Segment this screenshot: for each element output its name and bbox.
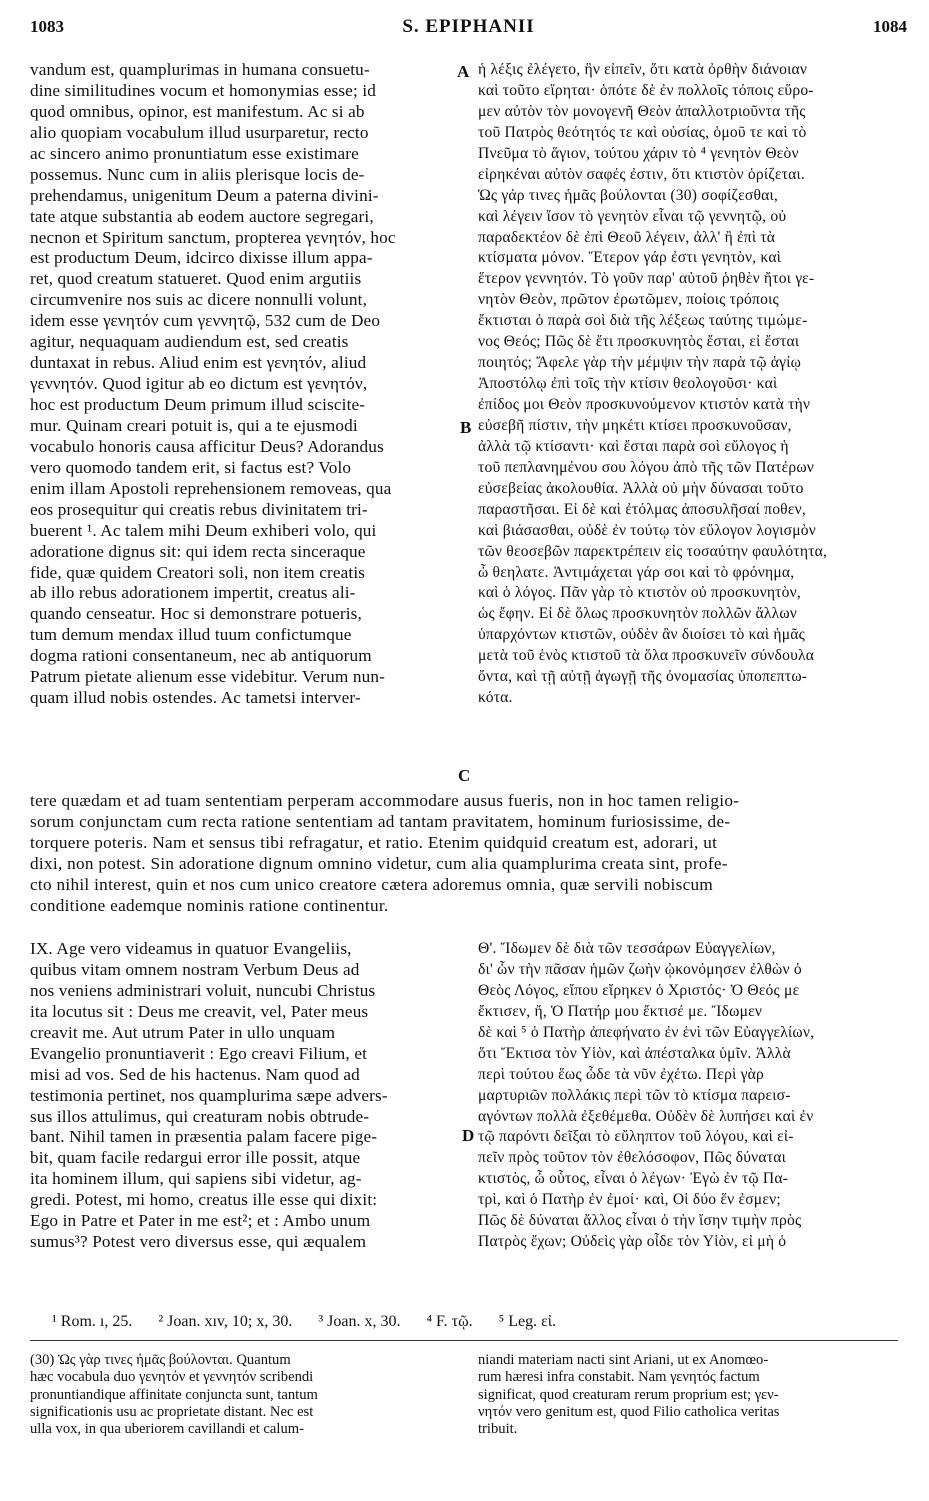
greek-line: καὶ βιάσασθαι, οὐδὲ ἐν τούτῳ τὸν εὔλογον λογισμὸν (478, 521, 817, 539)
note-line: (30) Ὡς γὰρ τινες ἡμᾶς βούλονται. Quantum (30, 1352, 291, 1368)
latin-line: tum demum mendax illud tuum confictumque (30, 625, 352, 645)
greek-line: περὶ τούτου ἕως ὧδε τὰ νῦν ἐχέτω. Περὶ γὰρ (478, 1065, 765, 1083)
margin-letter-a: A (457, 62, 470, 81)
greek-line: καὶ λέγειν ἴσον τὸ γενητὸν εἶναι τῷ γεννητῷ, οὐ (478, 207, 787, 225)
latin-line: ita hominem illum, qui sapiens sibi videtur, ag- (30, 1169, 362, 1189)
note-line: significat, quod creaturam rerum proprium est; γεν- (478, 1386, 779, 1403)
latin-line: IX. Age vero videamus in quatuor Evangeliis, (30, 939, 352, 958)
greek-column-top (478, 60, 906, 709)
latin-line: ret, quod creatum statueret. Quod enim argutiis (30, 269, 362, 289)
note-line: ulla vox, in qua uberiorem cavillandi et calum- (30, 1421, 304, 1438)
latin-line: alio quopiam vocabulum illud usurparetur, recto (30, 122, 369, 142)
latin-line: sorum conjunctam cum recta ratione sententiam ad tantam pravitatem, hominum furiosissime, de- (30, 812, 731, 831)
latin-line: sumus³? Potest vero diversus esse, qui æqualem (30, 1232, 367, 1252)
editor-note-left (30, 1352, 458, 1438)
latin-line: ita locutus sit : Deus me creavit, vel, Pater meus (30, 1001, 369, 1021)
greek-line: εἰρηκέναι αὐτὸν σαφές ἐστιν, ὅτι κτιστὸν ὁρίζεται. (478, 165, 805, 183)
latin-line: testimonia pertinet, nos quamplurima sæpe advers- (30, 1085, 388, 1105)
latin-line: necnon et Spiritum sanctum, propterea γενητόν, hoc (30, 227, 396, 247)
greek-line: Θεὸς Λόγος, εἴπου εἴρηκεν ὁ Χριστός· Ὁ Θεός με (478, 981, 800, 999)
greek-line: τῶν θεοσεβῶν παρεκτρέπειν εἰς τοσαύτην φαυλότητα, (478, 542, 828, 560)
note-line: niandi materiam nacti sint Ariani, ut ex Anomœo- (478, 1352, 769, 1368)
note-line: rum hæresi infra constabit. Nam γενητός factum (478, 1369, 760, 1386)
latin-line: dogma rationi consentaneum, nec ab antiquorum (30, 646, 372, 666)
greek-line: αγόντων πολλὰ ἐξεθέμεθα. Οὐδὲν δὲ λυπήσει καὶ ἐν (478, 1107, 814, 1125)
greek-line: δὲ καὶ ⁵ ὁ Πατὴρ ἀπεφήνατο ἐν ἑνὶ τῶν Εὐαγγελίων, (478, 1023, 815, 1041)
margin-letter-c: C (458, 766, 471, 785)
footnote-2: ² Joan. xıv, 10; x, 30. (158, 1313, 293, 1330)
latin-line: misi ad vos. Sed de his hactenus. Nam quod ad (30, 1064, 360, 1084)
latin-line: Patrum pietate alienum esse videbitur. Verum nun- (30, 667, 385, 687)
latin-column-top (30, 60, 458, 709)
greek-line: τῷ παρόντι δεῖξαι τὸ εὔληπτον τοῦ λόγου, καὶ εἰ- (478, 1128, 794, 1146)
right-page-number: 1084 (872, 17, 907, 36)
latin-line: buerent ¹. Ac talem mihi Deum exhiberi volo, qui (30, 520, 377, 540)
latin-line: vocabulo honoris causa afficitur Deus? Adorandus (30, 436, 384, 456)
latin-line: est productum Deum, idcirco dixisse illum appa- (30, 248, 373, 268)
latin-column-bottom (30, 939, 458, 1253)
greek-line: Πνεῦμα τὸ ἅγιον, τούτου χάριν τὸ ⁴ γενητὸν Θεὸν (478, 144, 799, 162)
footnote-4: ⁴ F. τῷ. (426, 1313, 473, 1330)
note-line: tribuit. (478, 1421, 518, 1438)
latin-line: bit, quam facile redargui error ille possit, atque (30, 1148, 361, 1168)
latin-line: duntaxat in rebus. Aliud enim est γενητόν, aliud (30, 353, 367, 373)
running-header (30, 16, 907, 46)
greek-line: ἡ λέξις ἐλέγετο, ἣν εἰπεῖν, ὅτι κατὰ ὀρθὴν διάνοιαν (478, 61, 808, 78)
greek-line: ἐπίδος μοι Θεὸν προσκυνούμενον κτιστὸν κατὰ τὴν (478, 396, 811, 413)
latin-line: idem esse γενητόν cum γεννητῷ, 532 cum de Deo (30, 311, 381, 331)
editor-note-right (478, 1352, 906, 1438)
greek-line: κτίσματα μόνον. Ἕτερον γάρ ἐστι γενητὸν, καὶ (478, 249, 782, 267)
latin-line: nos veniens administrari voluit, nuncubi Christus (30, 980, 376, 1000)
greek-line: μεν αὐτὸν τὸν μονογενῆ Θεὸν ἀπαλλοτριοῦντα τῆς (478, 102, 806, 120)
margin-letter-b: B (460, 418, 472, 437)
latin-line: tere quædam et ad tuam sententiam perperam accommodare ausus fueris, non in hoc tamen religio- (30, 791, 740, 810)
greek-line: καὶ ὁ λόγος. Πᾶν γὰρ τὸ κτιστὸν οὐ προσκυνητὸν, (478, 584, 801, 602)
latin-line: quando censeatur. Hoc si demonstrare potueris, (30, 604, 362, 624)
latin-line: conditione eademque nominis ratione continentur. (30, 896, 389, 915)
greek-line: δι' ὧν τὴν πᾶσαν ἡμῶν ζωὴν ᾠκονόμησεν ἐλθὼν ὁ (478, 960, 802, 978)
greek-line: ὑπαρχόντων κτιστῶν, οὐδὲν ἂν διοίσει τὸ καὶ ἡμᾶς (478, 626, 806, 644)
greek-line: ὦ θεηλατε. Ἀντιμάχεται γάρ σοι καὶ τὸ φρόνημα, (478, 563, 795, 581)
greek-line: Θ'. Ἴδωμεν δὲ διὰ τῶν τεσσάρων Εὐαγγελίων, (478, 940, 776, 957)
greek-line: ὅτι Ἔκτισα τὸν Υἱὸν, καὶ ἀπέσταλκα ὑμῖν. Ἀλλὰ (478, 1044, 791, 1062)
latin-line: quod omnibus, opinor, est manifestum. Ac si ab (30, 101, 365, 121)
greek-line: τοῦ Πατρὸς θεότητός τε καὶ οὐσίας, ὁμοῦ τε καὶ τὸ (478, 123, 807, 141)
latin-line: ab illo rebus adorationem impertit, creatus ali- (30, 583, 356, 603)
latin-line: prehendamus, unigenitum Deum a paterna divini- (30, 185, 379, 205)
greek-line: τρὶ, καὶ ὁ Πατὴρ ἐν ἐμοί· καὶ, Οἱ δύο ἕν ἐσμεν; (478, 1191, 781, 1209)
greek-line: καὶ τοῦτο εἴρηται· ὁπότε δὲ ἐν πολλοῖς τόποις εὕρο- (478, 81, 814, 99)
margin-letter-d: D (462, 1126, 475, 1145)
greek-line: παραδεκτέον δὲ ἐπὶ Θεοῦ λέγειν, ἀλλ' ἢ ἐπὶ τὰ (478, 228, 776, 246)
latin-line: mur. Quinam creari potuit is, qui a te ejusmodi (30, 415, 358, 435)
latin-line: agitur, nequaquam audiendum est, sed creatis (30, 332, 349, 352)
latin-line: Ego in Patre et Pater in me est²; et : Ambo unum (30, 1211, 371, 1231)
greek-line: ἕτερον γεννητόν. Τὸ γοῦν παρ' αὐτοῦ ῥηθὲν ἤτοι γε- (478, 270, 815, 288)
latin-line: creavit me. Aut utrum Pater in ullo unquam (30, 1022, 336, 1042)
running-title: S. EPIPHANII (402, 16, 535, 37)
latin-line: dine similitudines vocum et homonymias esse; id (30, 80, 376, 100)
note-line: hæc vocabula duo γενητόν et γεννητόν scribendi (30, 1369, 314, 1386)
greek-line: ποιητός; Ἄφελε γὰρ τὴν μέμψιν τὴν παρὰ τῷ ἁγίῳ (478, 354, 802, 372)
latin-line: Evangelio pronuntiaverit : Ego creavi Filium, et (30, 1043, 368, 1063)
greek-line: Ὡς γάρ τινες ἡμᾶς βούλονται (30) σοφίζεσθαι, (478, 186, 778, 204)
greek-line: εὐσεβῆ πίστιν, τὴν μηκέτι κτίσει προσκυνοῦσαν, (478, 416, 792, 434)
footnote-line (52, 1313, 578, 1331)
greek-line: Ἀποστόλῳ ἐπὶ τοῖς τὴν κτίσιν θεολογοῦσι· καὶ (478, 375, 778, 393)
latin-line: ac sincero animo pronuntiatum esse existimare (30, 143, 359, 163)
greek-line: νος Θεός; Πῶς δὲ ἔτι προσκυνητὸς ἔσται, εἰ ἔσται (478, 333, 800, 351)
latin-line: circumvenire nos suis ac dicere nonnulli volunt, (30, 290, 368, 310)
latin-line: cto nihil interest, quin et nos cum unico creatore cætera adoremus omnia, quæ servili nobiscum (30, 875, 714, 894)
latin-line: tate atque substantia ab eodem auctore segregari, (30, 206, 374, 226)
latin-line: γεννητόν. Quod igitur ab eo dictum est γενητόν, (30, 374, 368, 394)
note-line: significationis usu ac proprietate distant. Nec est (30, 1403, 314, 1420)
latin-line: quam illud nobis ostendes. Ac tametsi interver- (30, 688, 361, 708)
latin-line: enim illam Apostoli reprehensionem removeas, qua (30, 478, 392, 498)
greek-column-bottom (478, 939, 906, 1253)
latin-line: adoratione dignus sit: qui idem recta sinceraque (30, 541, 366, 561)
latin-line: dixi, non potest. Sin adoratione dignum omnino videtur, cum alia quamplurima creata sint, profe- (30, 854, 728, 873)
latin-line: possemus. Nunc cum in aliis plerisque locis de- (30, 164, 365, 184)
greek-line: κτιστὸς, ὦ οὗτος, εἶναι ὁ λέγων· Ἐγὼ ἐν τῷ Πα- (478, 1170, 789, 1188)
latin-line: torquere poteris. Nam et sensus tibi refragatur, et ratio. Etenim quidquid creatum est, adorari, ut (30, 833, 718, 852)
greek-line: εὐσεβείας ἀκολουθία. Ἀλλὰ οὐ μὴν δύνασαι τοῦτο (478, 479, 804, 497)
greek-line: Πῶς δὲ δύναται ἄλλος εἶναι ὁ τὴν ἴσην τιμὴν πρὸς (478, 1212, 802, 1230)
footnote-divider (30, 1340, 898, 1341)
footnote-5: ⁵ Leg. εἰ. (498, 1313, 557, 1330)
greek-line: ἔκτισται ὁ παρὰ σοὶ διὰ τῆς λέξεως ταύτης τιμώμε- (478, 312, 808, 330)
greek-line: πεῖν πρὸς τοῦτον τὸν ἐθελόσοφον, Πῶς δύναται (478, 1149, 786, 1167)
greek-line: ἀλλὰ τῷ κτίσαντι· καὶ ἔσται παρὰ σοὶ εὔλογος ἡ (478, 437, 789, 455)
latin-line: vandum est, quamplurimas in humana consuetu- (30, 60, 370, 79)
latin-full-width-passage (30, 790, 910, 916)
latin-line: vero quomodo tandem erit, si factus est? Volo (30, 457, 352, 477)
left-page-number: 1083 (30, 17, 64, 36)
latin-line: bant. Nihil tamen in præsentia palam facere pige- (30, 1127, 378, 1147)
greek-line: ὄντα, καὶ τῇ αὐτῇ ἀγωγῇ τῆς ὀνομασίας ὑποπεπτω- (478, 668, 808, 686)
greek-line: Πατρὸς ἔχων; Οὐδεὶς γὰρ οἶδε τὸν Υἱὸν, εἰ μὴ ὁ (478, 1233, 787, 1251)
latin-line: gredi. Potest, mi homo, creatus ille esse qui dixit: (30, 1190, 378, 1210)
latin-line: sus illos attulimus, qui creaturam nobis obtrude- (30, 1106, 370, 1126)
greek-line: νητὸν Θεὸν, πρῶτον ἐρωτῶμεν, ποίοις τρόποις (478, 291, 779, 309)
latin-line: quibus vitam omnem nostram Verbum Deus ad (30, 959, 360, 979)
greek-line: τοῦ πεπλανημένου σου λόγου ἀπὸ τῆς τῶν Πατέρων (478, 458, 815, 476)
greek-line: μετὰ τοῦ ἑνὸς κτιστοῦ τὰ ὅλα προσκυνεῖν σύνδουλα (478, 647, 815, 665)
latin-line: hoc est productum Deum primum illud sciscite- (30, 395, 366, 414)
footnote-1: ¹ Rom. ı, 25. (52, 1313, 133, 1330)
greek-line: παραστῆσαι. Εἰ δὲ καὶ ἐτόλμας ἀποσυλῆσαί ποθεν, (478, 500, 806, 518)
greek-line: κότα. (478, 689, 513, 707)
latin-line: fide, quæ quidem Creatori soli, non item creatis (30, 562, 366, 582)
latin-line: eos prosequitur qui creatis rebus divinitatem tri- (30, 499, 368, 519)
greek-line: ἔκτισεν, ἤ, Ὁ Πατήρ μου ἔκτισέ με. Ἴδωμεν (478, 1002, 763, 1020)
greek-line: ὡς ἔφην. Εἰ δὲ ὅλως προσκυνητὸν πολλῶν ἄλλων (478, 605, 798, 623)
footnote-3: ³ Joan. x, 30. (318, 1313, 401, 1330)
note-line: νητόν vero genitum est, quod Filio catholica veritas (478, 1403, 780, 1420)
note-line: pronuntiandique affinitate conjuncta sunt, tantum (30, 1386, 318, 1403)
greek-line: μαρτυριῶν πολλάκις περὶ τῶν τὸ κτίσμα παρεισ- (478, 1086, 791, 1104)
